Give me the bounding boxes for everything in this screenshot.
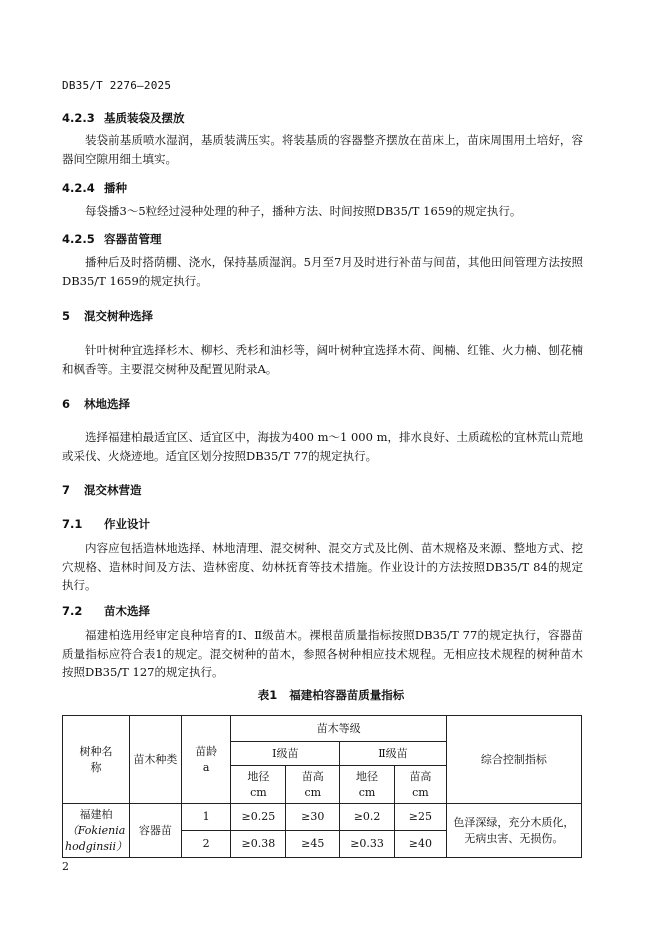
- paragraph: 针叶树种宜选择杉木、柳杉、秃杉和油杉等，阔叶树种宜选择木荷、闽楠、红锥、火力楠、刨花楠和枫香等。主要混交树种及配置见附录A。: [62, 343, 583, 376]
- cell-g1-diameter: ≥0.25: [231, 804, 286, 831]
- section-body-4-2-4: [62, 202, 583, 221]
- table-caption-title: 福建柏容器苗质量指标: [289, 688, 405, 702]
- section-title: 基质装袋及摆放: [104, 111, 185, 125]
- header-age: [181, 716, 231, 804]
- header-height-label: 苗高: [301, 769, 324, 783]
- table-row: [63, 804, 582, 831]
- document-id: DB35/T 2276—2025: [62, 79, 172, 92]
- section-body-7-2: [62, 626, 583, 682]
- header-diameter-label: 地径: [356, 769, 379, 783]
- section-body-6: [62, 428, 583, 465]
- cell-g2-height: ≥25: [394, 804, 446, 831]
- header-unit: cm: [250, 785, 267, 799]
- section-number: 7.2: [62, 604, 83, 618]
- section-heading-4-2-4: [62, 180, 127, 196]
- paragraph: 选择福建柏最适宜区、适宜区中，海拔为400 m～1 000 m，排水良好、土质疏松的宜林荒山荒地或采伐、火烧迹地。适宜区划分按照DB35/T 77的规定执行。: [62, 430, 583, 463]
- cell-control-index: 色泽深绿，充分木质化，无病虫害、无损伤。: [446, 804, 581, 858]
- header-seedling-type: 苗木种类: [130, 716, 182, 804]
- section-heading-5: [62, 308, 153, 324]
- section-title: 混交林营造: [84, 483, 142, 497]
- header-g1-diameter: [231, 766, 286, 804]
- paragraph: 装袋前基质喷水湿润，基质装满压实。将装基质的容器整齐摆放在苗床上，苗床周围用土培好，容器间空隙用细土填实。: [62, 133, 583, 166]
- cell-species: [63, 804, 130, 858]
- species-name: 福建柏: [79, 807, 113, 821]
- section-body-7-1: [62, 539, 583, 595]
- header-control-index: 综合控制指标: [446, 716, 581, 804]
- header-unit: cm: [304, 785, 322, 799]
- section-number: 6: [62, 397, 71, 411]
- species-latin: （Fokienia hodginsii）: [65, 823, 128, 853]
- header-age-label: 苗龄: [195, 744, 218, 758]
- page-number: 2: [62, 860, 69, 873]
- cell-seedling-type: 容器苗: [130, 804, 182, 858]
- section-number: 4.2.3: [62, 111, 95, 125]
- section-heading-4-2-5: [62, 231, 162, 247]
- section-number: 4.2.5: [62, 232, 95, 246]
- header-species-name: [63, 716, 130, 804]
- cell-g1-height: ≥30: [286, 804, 340, 831]
- header-diameter-label: 地径: [247, 769, 270, 783]
- section-number: 5: [62, 309, 71, 323]
- cell-g1-diameter: ≥0.38: [231, 831, 286, 858]
- cell-age: 2: [181, 831, 231, 858]
- header-age-unit: a: [202, 760, 210, 774]
- header-grade-1: Ⅰ级苗: [231, 742, 340, 766]
- cell-g2-diameter: ≥0.33: [340, 831, 395, 858]
- header-unit: cm: [358, 785, 376, 799]
- header-grade-2: Ⅱ级苗: [340, 742, 447, 766]
- section-title: 苗木选择: [104, 604, 151, 618]
- cell-g2-height: ≥40: [394, 831, 446, 858]
- header-grade: 苗木等级: [231, 716, 446, 742]
- section-title: 作业设计: [104, 517, 151, 531]
- section-title: 混交树种选择: [84, 309, 154, 323]
- table-caption: [0, 687, 662, 703]
- section-heading-7: [62, 482, 142, 498]
- section-body-4-2-5: [62, 253, 583, 290]
- header-g2-diameter: [340, 766, 395, 804]
- section-title: 播种: [104, 181, 128, 195]
- paragraph: 内容应包括造林地选择、林地清理、混交树种、混交方式及比例、苗木规格及来源、整地方式、挖穴规格、造林时间及方法、造林密度、幼林抚育等技术措施。作业设计的方法按照DB35/T 84的规定执行。: [62, 541, 583, 592]
- cell-age: 1: [181, 804, 231, 831]
- section-number: 7.1: [62, 517, 83, 531]
- paragraph: 播种后及时搭荫棚、浇水，保持基质湿润。5月至7月及时进行补苗与间苗，其他田间管理方法按照DB35/T 1659的规定执行。: [62, 255, 583, 288]
- header-height-label: 苗高: [409, 769, 432, 783]
- section-number: 4.2.4: [62, 181, 95, 195]
- header-unit: cm: [412, 785, 429, 799]
- paragraph: 福建柏选用经审定良种培育的Ⅰ、Ⅱ级苗木。裸根苗质量指标按照DB35/T 77的规定执行，容器苗质量指标应符合表1的规定。混交树种的苗木，参照各树种相应技术规程。无相应技术规程的树种苗木按照DB35/T 127的规定执行。: [62, 628, 583, 679]
- header-text: 树种名称: [79, 744, 113, 774]
- section-number: 7: [62, 483, 71, 497]
- section-heading-7-2: [62, 603, 150, 619]
- section-body-4-2-3: [62, 131, 583, 168]
- cell-g1-height: ≥45: [286, 831, 340, 858]
- header-g2-height: [394, 766, 446, 804]
- section-heading-7-1: [62, 516, 150, 532]
- section-title: 容器苗管理: [104, 232, 162, 246]
- section-heading-6: [62, 396, 130, 412]
- section-title: 林地选择: [84, 397, 131, 411]
- cell-g2-diameter: ≥0.2: [340, 804, 395, 831]
- table-caption-label: 表1: [257, 688, 278, 702]
- header-g1-height: [286, 766, 340, 804]
- section-heading-4-2-3: [62, 110, 185, 126]
- seedling-quality-table: [62, 715, 582, 858]
- section-body-5: [62, 341, 583, 378]
- paragraph: 每袋播3～5粒经过浸种处理的种子，播种方法、时间按照DB35/T 1659的规定执行。: [85, 204, 522, 218]
